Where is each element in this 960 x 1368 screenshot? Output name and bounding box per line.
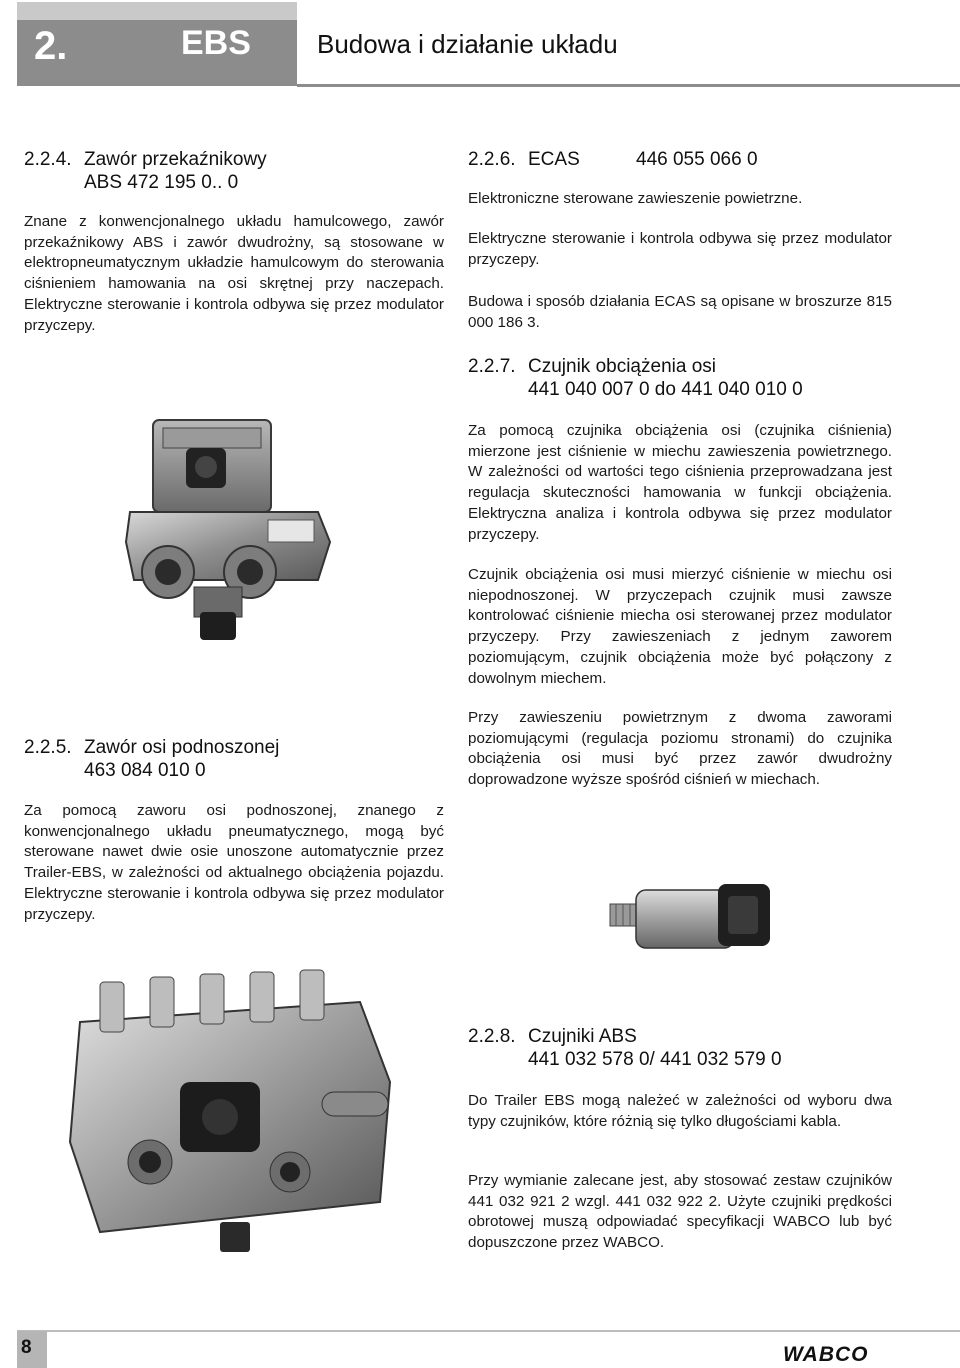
wabco-logo: WABCO — [783, 1343, 869, 1366]
section-2-2-5-text: Za pomocą zaworu osi podnoszonej, znanego z konwencjonalnego układu pneumatycznego, mogą być sterowane nawet dwie osie unoszone automatycznie przez Trailer-EBS, w zależności od aktualnego obciążenia pojazdu. Elektryczne sterowanie i kontrola odbywa się przez modulator przyczepy. — [24, 802, 444, 923]
section-number: 2.2.7. — [468, 356, 516, 377]
footer-rule — [17, 1330, 960, 1332]
section-2-2-7-heading — [468, 355, 908, 401]
section-subtitle: 463 084 010 0 — [84, 760, 206, 781]
section-number: 2.2.6. — [468, 149, 516, 170]
section-2-2-6-text2: Budowa i sposób działania ECAS są opisane w broszurze 815 000 186 3. — [468, 293, 892, 331]
section-title: Zawór osi podnoszonej — [84, 737, 280, 758]
chapter-short-title: EBS — [181, 24, 251, 62]
chapter-number: 2. — [34, 24, 68, 68]
section-title: ECAS — [528, 149, 580, 170]
section-2-2-6-lead: Elektroniczne sterowane zawieszenie powietrzne. — [468, 190, 803, 207]
section-2-2-8-text1: Do Trailer EBS mogą należeć w zależności od wyboru dwa typy czujników, które różnią się tylko długościami kabla. — [468, 1092, 892, 1130]
chapter-title: Budowa i działanie układu — [317, 29, 618, 59]
section-2-2-5-heading — [24, 736, 444, 782]
section-subtitle: ABS 472 195 0.. 0 — [84, 172, 239, 193]
section-number: 2.2.8. — [468, 1026, 516, 1047]
header-top-bar — [17, 2, 297, 22]
section-2-2-4-text: Znane z konwencjonalnego układu hamulcowego, zawór przekaźnikowy ABS i zawór dwudrożny, są stosowane w elektropneumatycznym układzie hamulcowym do sterowania ciśnieniem hamowania na osi skrętnej przy naczepach. Elektryczne sterowanie i kontrola odbywa się przez modulator przyczepy. — [24, 213, 444, 334]
section-2-2-8-heading — [468, 1025, 908, 1071]
section-title: Zawór przekaźnikowy — [84, 149, 267, 170]
header-rule — [297, 84, 960, 87]
relay-valve-image — [118, 412, 340, 644]
section-subtitle: 441 040 007 0 do 441 040 010 0 — [528, 379, 803, 400]
section-2-2-7-text3: Przy zawieszeniu powietrznym z dwoma zaworami poziomującymi (regulacja poziomu stronami) do czujnika obciążenia osi musi być przez zawór dwudrożny doprowadzone wyższe spośród ciśnień w miechach. — [468, 709, 892, 789]
section-2-2-4-heading — [24, 148, 444, 194]
section-part-number: 446 055 066 0 — [636, 149, 758, 170]
page-number: 8 — [21, 1337, 32, 1358]
load-sensor-image — [606, 870, 778, 960]
section-subtitle: 441 032 578 0/ 441 032 579 0 — [528, 1049, 782, 1070]
section-2-2-6-text1: Elektryczne sterowanie i kontrola odbywa się przez modulator przyczepy. — [468, 230, 892, 268]
lift-axle-valve-image — [60, 962, 402, 1260]
section-number: 2.2.5. — [24, 737, 72, 758]
section-number: 2.2.4. — [24, 149, 72, 170]
section-2-2-7-text1: Za pomocą czujnika obciążenia osi (czujnika ciśnienia) mierzone jest ciśnienie w miechu zawieszenia powietrznego. W zależności od wartości tego ciśnienia przeprowadzana jest regulacja skuteczności hamowania w funkcji obciążenia. Elektryczna analiza i kontrola odbywa się przez modulator przyczepy. — [468, 422, 892, 543]
section-2-2-6-heading — [468, 148, 908, 171]
section-2-2-8-text2: Przy wymianie zalecane jest, aby stosować zestaw czujników 441 032 921 2 wzgl. 441 032 922 2. Użyte czujniki prędkości obrotowej muszą odpowiadać specyfikacji WABCO lub być dopuszczone przez WABCO. — [468, 1172, 892, 1252]
section-title: Czujniki ABS — [528, 1026, 637, 1047]
section-2-2-7-text2: Czujnik obciążenia osi musi mierzyć ciśnienie w miechu osi niepodnoszonej. W przyczepach czujnik musi zawsze kontrolować ciśnienie miecha osi sterowanej przez modulator przyczepy. Przy zawieszeniach z jednym zaworem poziomującym, czujnik obciążenia może być połączony z dowolnym miechem. — [468, 566, 892, 687]
section-title: Czujnik obciążenia osi — [528, 356, 716, 377]
